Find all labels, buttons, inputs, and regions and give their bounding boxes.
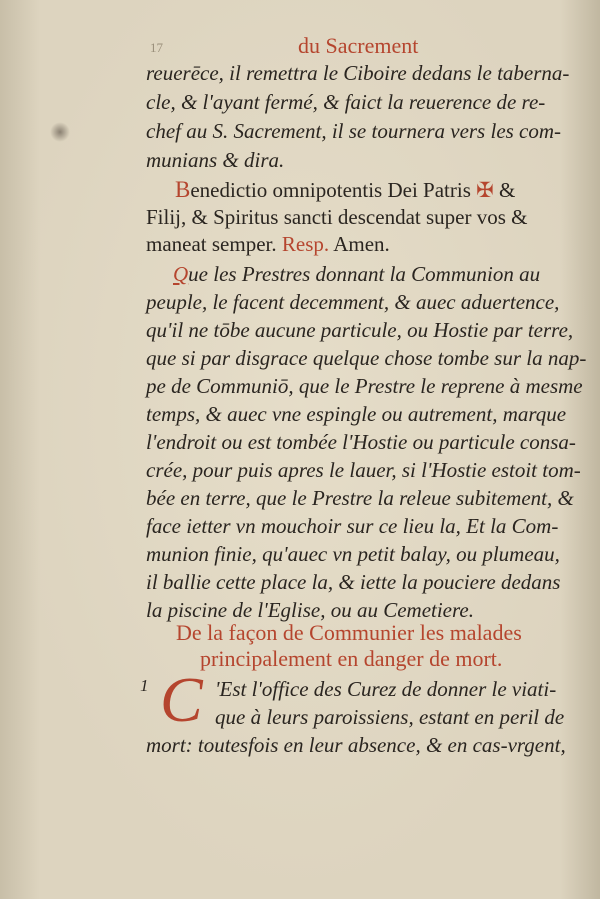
text-line: qu'il ne tōbe aucune particule, ou Hostie par terre,	[146, 318, 574, 342]
text-line: que à leurs paroissiens, estant en peril de	[215, 705, 565, 729]
response-label: Resp.	[281, 232, 330, 256]
text-line: munion finie, qu'auec vn petit balay, ou plumeau,	[146, 542, 560, 566]
section-heading: De la façon de Communier les malades	[176, 620, 522, 645]
text-line: chef au S. Sacrement, il se tournera vers les com-	[146, 119, 562, 143]
ink-smudge	[50, 122, 70, 142]
response-text: Amen.	[333, 232, 390, 256]
text-line-content: ue les Prestres donnant la Communion au	[188, 262, 541, 286]
blessing-text: enedictio omnipotentis Dei Patris	[190, 178, 471, 202]
cross-icon: ✠	[476, 178, 494, 202]
text-line: il ballie cette place la, & iette la pouciere dedans	[146, 570, 561, 594]
drop-cap: C	[160, 664, 203, 735]
blessing-text: maneat semper.	[146, 232, 277, 256]
text-line: 'Est l'office des Curez de donner le viati-	[215, 677, 557, 701]
text-line: que si par disgrace quelque chose tombe sur la nap-	[146, 346, 587, 370]
drop-letter: B	[175, 177, 191, 202]
text-line: temps, & auec vne espingle ou autrement, marque	[146, 402, 567, 426]
blessing-line	[175, 178, 515, 202]
text-line: l'endroit ou est tombée l'Hostie ou particule consa-	[146, 430, 576, 454]
margin-number: 1	[140, 676, 149, 695]
text-line	[173, 262, 540, 286]
text-line: pe de Communiō, que le Prestre le reprene à mesme	[146, 374, 583, 398]
text-line: face ietter vn mouchoir sur ce lieu la, Et la Com-	[146, 514, 559, 538]
running-title: du Sacrement	[298, 33, 419, 58]
blessing-line: Filij, & Spiritus sancti descendat super vos &	[146, 205, 528, 229]
text-line: crée, pour puis apres le lauer, si l'Hostie estoit tom-	[146, 458, 581, 482]
blessing-ampersand: &	[499, 178, 516, 202]
text-line: mort: toutesfois en leur absence, & en cas-vrgent,	[146, 733, 566, 757]
text-line: reuerēce, il remettra le Ciboire dedans le taberna-	[146, 61, 570, 85]
section-heading: principalement en danger de mort.	[200, 646, 503, 671]
text-line: bée en terre, que le Prestre la releue subitement, &	[146, 486, 574, 510]
page-number: 17	[150, 40, 163, 55]
text-line: peuple, le facent decemment, & auec aduertence,	[146, 290, 560, 314]
blessing-line	[146, 232, 390, 256]
drop-letter: Q	[173, 262, 189, 286]
text-line: la piscine de l'Eglise, ou au Cemetiere.	[146, 598, 474, 622]
text-line: cle, & l'ayant fermé, & faict la reuerence de re-	[146, 90, 546, 114]
text-line: munians & dira.	[146, 148, 285, 172]
